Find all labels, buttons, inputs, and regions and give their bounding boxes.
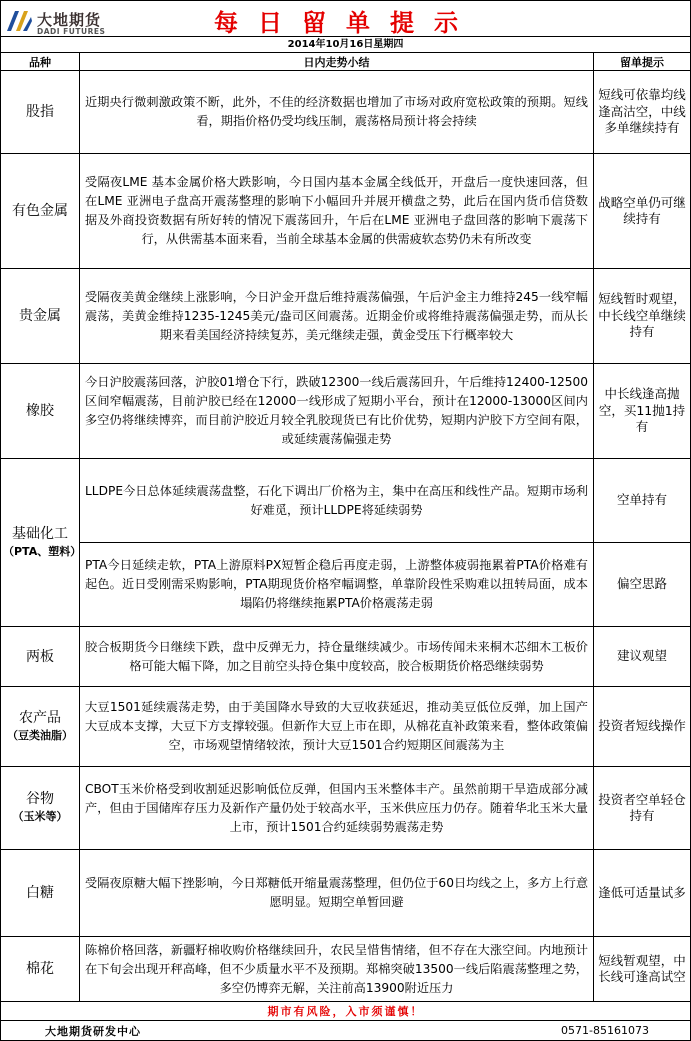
footer	[1, 1021, 690, 1040]
summary-cell	[79, 767, 594, 849]
advice-cell	[594, 154, 690, 268]
category-cell	[1, 364, 79, 458]
category-label: 两板	[26, 648, 54, 665]
summary-text: 受隔夜LME 基本金属价格大跌影响，今日国内基本金属全线低开，开盘后一度快速回落，但在LME 亚洲电子盘高开震荡整理的影响下小幅回升并展开横盘之势，此后在国内货币信贷数据及外商投资数据有所好转的情况下震荡回升，午后在LME 亚洲电子盘回落的影响下震荡下行，从供需基本面来看，当前全球基本金属的供需疲软态势仍未有所改变	[85, 175, 588, 246]
header-category: 品种	[1, 52, 79, 71]
summary-text: 受隔夜原糖大幅下挫影响，今日郑糖低开缩量震荡整理，但仍位于60日均线之上，多方上行意愿明显。短期空单暂回避	[85, 876, 589, 909]
table-row	[1, 269, 690, 364]
advice-cell	[594, 767, 690, 849]
summary-cell	[79, 627, 594, 686]
risk-notice: 期市有风险，入市须谨慎！	[1, 1001, 690, 1021]
report-date: 2014年10月16日星期四	[1, 36, 690, 52]
advice-text: 战略空单仍可继续持有	[598, 194, 686, 226]
advice-text: 短线可依靠均线逢高沽空，中线多单继续持有	[598, 87, 686, 136]
advice-cell	[594, 71, 690, 153]
category-label: 农产品	[19, 709, 61, 726]
category-label: 橡胶	[26, 403, 54, 419]
summary-cell	[79, 850, 594, 936]
advice-cell	[594, 850, 690, 936]
header-advice: 留单提示	[594, 52, 690, 71]
table-row	[1, 687, 690, 767]
contact-phone: 0571-85161073	[561, 1024, 649, 1037]
table-row	[1, 364, 690, 459]
category-cell	[1, 154, 79, 268]
advice-text: 偏空思路	[616, 576, 667, 592]
table-row	[1, 850, 690, 937]
summary-text: 胶合板期货今日继续下跌，盘中反弹无力，持仓量继续减少。市场传闻未来桐木芯细木工板价格可能大幅下降，加之目前空头持仓集中度较高，胶合板期货价格恐继续弱势	[85, 639, 588, 673]
advice-text: 中长线逢高抛空，买11抛1持有	[598, 386, 686, 435]
header	[1, 1, 690, 36]
advice-text: 建议观望	[616, 648, 667, 664]
advice-cell	[594, 627, 690, 686]
advice-text: 短线暂时观望，中长线空单继续持有	[598, 291, 686, 340]
category-sublabel: （豆类油脂）	[7, 728, 73, 742]
summary-text: 近期央行微刺激政策不断，此外，不佳的经济数据也增加了市场对政府宽松政策的预期。短线看，期指价格仍受均线压制，震荡格局预计将会持续	[85, 95, 588, 128]
category-cell	[1, 937, 79, 1001]
advice-cell	[594, 364, 690, 458]
summary-cell	[79, 687, 594, 766]
summary-cell	[79, 154, 594, 268]
category-cell	[1, 71, 79, 153]
summary-text: PTA今日延续走软，PTA上游原料PX短暂企稳后再度走弱，上游整体疲弱拖累着PTA价格难有起色。近日受刚需采购影响，PTA期现货价格窄幅调整，单靠阶段性采购难以扭转局面，成本塌陷仍将继续拖累PTA价格震荡走弱	[85, 558, 588, 610]
category-label: 基础化工	[12, 525, 68, 542]
advice-cell	[594, 543, 690, 626]
summary-cell	[79, 459, 594, 543]
category-label: 谷物	[26, 791, 54, 807]
category-cell	[1, 687, 79, 766]
category-cell	[1, 850, 79, 936]
advice-cell	[594, 269, 690, 363]
page-title: 每日留单提示	[214, 9, 478, 37]
summary-cell	[79, 937, 594, 1001]
table-row-group	[1, 459, 690, 627]
table-row	[1, 71, 690, 154]
category-cell	[1, 627, 79, 686]
summary-cell	[79, 269, 594, 363]
summary-text: 陈棉价格回落，新疆籽棉收购价格继续回升，农民呈惜售情绪，但不存在大涨空间。内地预计在下旬会出现开秤高峰，但不少质量水平不及预期。郑棉突破13500一线后陷震荡整理之势，多空仍博弈无解，关注前高13900附近压力	[85, 942, 588, 995]
category-label: 股指	[26, 104, 54, 120]
table-row	[1, 937, 690, 1001]
category-sublabel: （PTA、塑料）	[3, 544, 82, 558]
summary-cell	[79, 543, 594, 626]
category-cell	[1, 269, 79, 363]
category-label: 棉花	[26, 961, 54, 977]
advice-text: 投资者短线操作	[598, 718, 686, 734]
dadi-logo-icon	[5, 7, 33, 34]
summary-cell	[79, 364, 594, 458]
category-cell	[1, 767, 79, 849]
advice-text: 空单持有	[616, 492, 667, 508]
category-label: 有色金属	[12, 203, 68, 219]
table-row	[1, 767, 690, 850]
category-label: 贵金属	[19, 308, 61, 324]
summary-text: 今日沪胶震荡回落，沪胶01增仓下行，跌破12300一线后震荡回升，午后维持12400-12500区间窄幅震荡，目前沪胶已经在12000一线形成了短期小平台，预计在12000-13000区间内多空仍将继续博弈，而目前沪胶近月较全乳胶现货已有比价优势，短期内沪胶下方空间有限，或延续震荡偏强走势	[85, 375, 588, 446]
summary-text: 受隔夜美黄金继续上涨影响，今日沪金开盘后维持震荡偏强，午后沪金主力维持245一线窄幅震荡，美黄金维持1235-1245美元/盎司区间震荡。近期金价或将维持震荡偏强走势，而从长期来看美国经济持续复苏，美元继续走强，黄金受压下行概率较大	[85, 289, 588, 342]
advice-text: 投资者空单轻仓持有	[598, 791, 686, 823]
category-label: 白糖	[26, 885, 54, 901]
advice-text: 逢低可适量试多	[598, 884, 686, 900]
summary-text: LLDPE今日总体延续震荡盘整，石化下调出厂价格为主，集中在高压和线性产品。短期市场利好难觅，预计LLDPE将延续弱势	[85, 483, 588, 517]
summary-cell	[79, 71, 594, 153]
summary-text: CBOT玉米价格受到收割延迟影响低位反弹，但国内玉米整体丰产。虽然前期干旱造成部分减产，但由于国储库存压力及新作产量仍处于较高水平，玉米供应压力仍存。随着华北玉米大量上市，预计1501合约延续弱势震荡走势	[85, 781, 588, 834]
header-summary: 日内走势小结	[79, 52, 594, 71]
summary-text: 大豆1501延续震荡走势，由于美国降水导致的大豆收获延迟，推动美豆低位反弹，加上国产大豆成本支撑，大豆下方支撑较强。但新作大豆上市在即，从棉花直补政策来看，整体政策偏空，市场观望情绪较浓，预计大豆1501合约短期区间震荡为主	[85, 700, 588, 752]
brand-name: 大地期货	[37, 11, 102, 29]
table-row	[1, 627, 690, 687]
brand-name-en: DADI FUTURES	[37, 27, 106, 36]
advice-cell	[594, 459, 690, 543]
department-name: 大地期货研发中心	[45, 1025, 141, 1038]
table-row	[1, 154, 690, 269]
category-cell	[1, 459, 82, 626]
advice-text: 短线暂观望，中长线可逢高试空	[598, 952, 686, 984]
category-sublabel: （玉米等）	[12, 810, 68, 823]
advice-cell	[594, 687, 690, 766]
advice-cell	[594, 937, 690, 1001]
